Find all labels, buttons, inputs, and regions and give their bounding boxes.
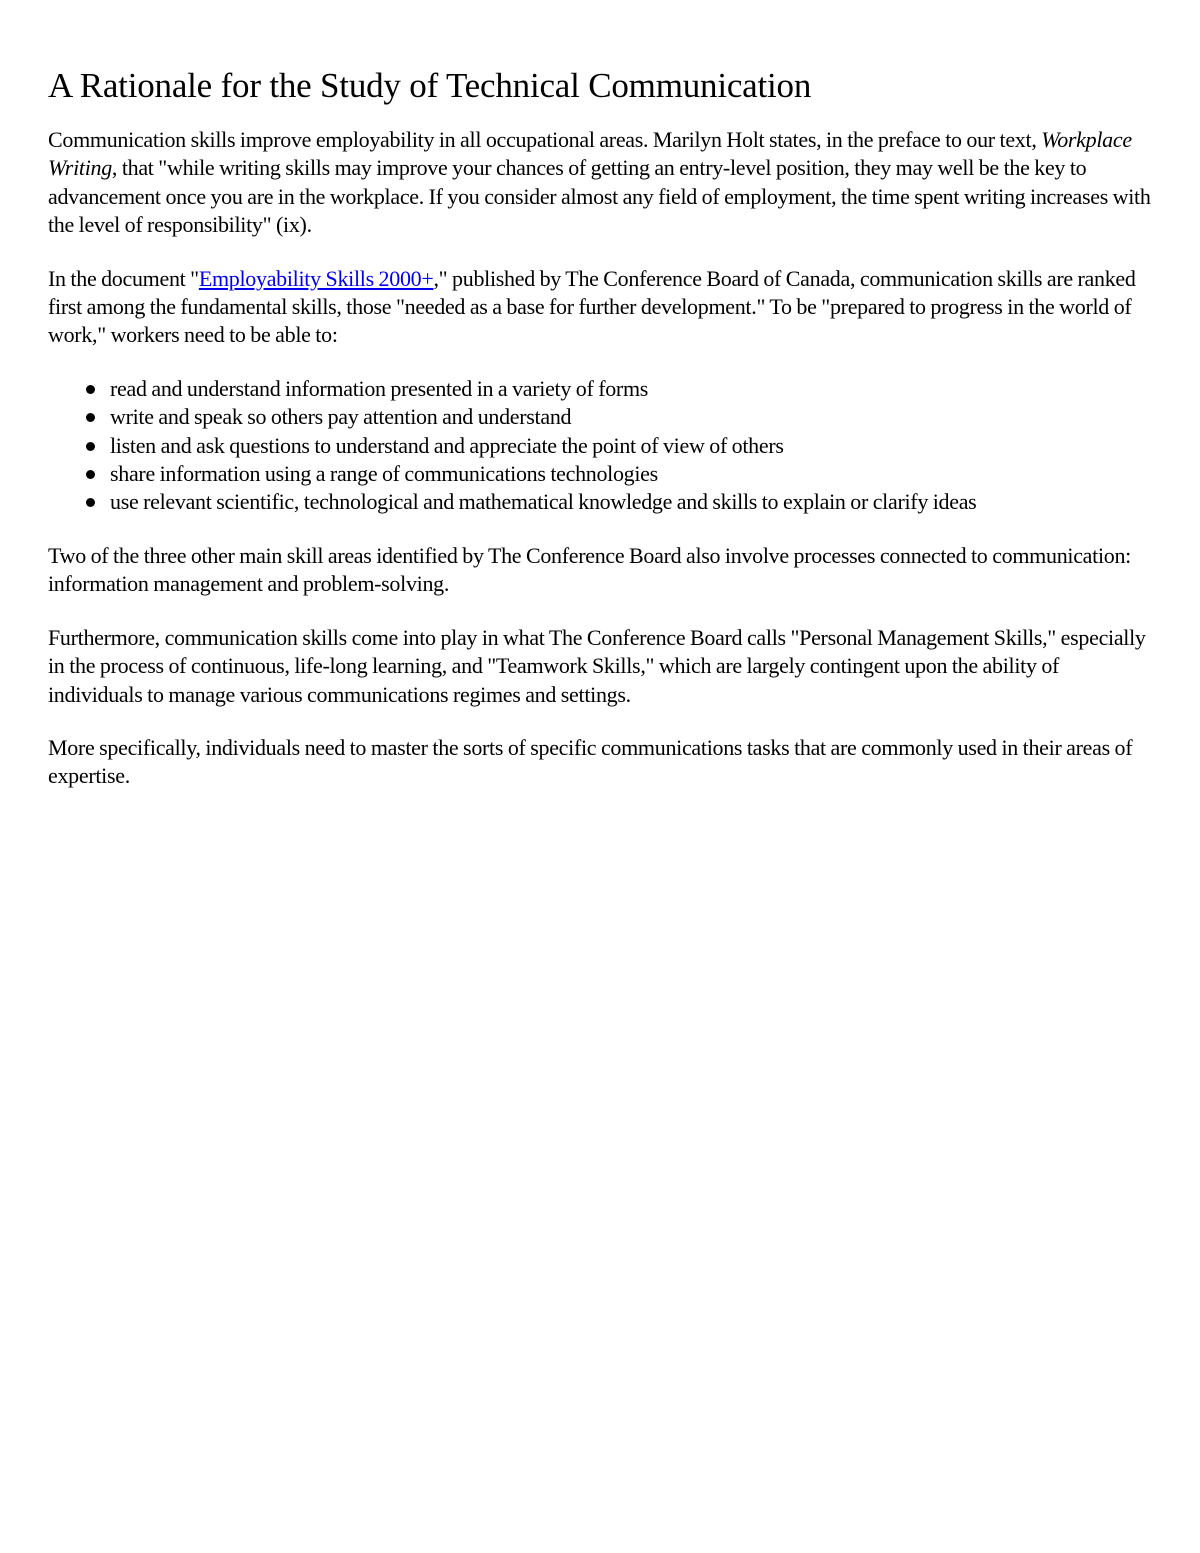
paragraph-text: , that "while writing skills may improve your chances of getting an entry-level position, they may well be the key to advancement once you are in the workplace. If you consider almost any field of employment, the time spent writing increases with the level of responsibility" (ix). bbox=[48, 155, 1151, 238]
bullet-icon bbox=[86, 385, 95, 394]
paragraph-conference-board bbox=[48, 265, 1152, 350]
list-item bbox=[110, 488, 1152, 516]
list-item-text: read and understand information presented in a variety of forms bbox=[110, 375, 649, 401]
bullet-icon bbox=[86, 498, 95, 507]
employability-skills-link[interactable]: Employability Skills 2000+ bbox=[198, 265, 434, 291]
bullet-icon bbox=[86, 413, 95, 422]
list-item-text: use relevant scientific, technological and mathematical knowledge and skills to explain or clarify ideas bbox=[110, 489, 977, 515]
paragraph-employability bbox=[48, 126, 1152, 240]
bullet-icon bbox=[86, 442, 95, 451]
paragraph-skill-areas: Two of the three other main skill areas identified by The Conference Board also involve processes connected to communication: information management and problem-solving. bbox=[48, 542, 1131, 597]
list-item bbox=[110, 375, 1152, 403]
paragraph-personal-management: Furthermore, communication skills come into play in what The Conference Board calls "Personal Management Skills," especially in the process of continuous, life-long learning, and "Teamwork Skills," which are largely contingent upon the ability of individuals to manage various communications regimes and settings. bbox=[48, 624, 1146, 707]
page-title: A Rationale for the Study of Technical Communication bbox=[48, 66, 812, 105]
list-item-text: share information using a range of communications technologies bbox=[110, 461, 658, 487]
book-title: Workplace Writing bbox=[48, 127, 1132, 181]
paragraph-specific-tasks: More specifically, individuals need to master the sorts of specific communications tasks that are commonly used in their areas of expertise. bbox=[48, 734, 1133, 789]
paragraph-text: In the document " bbox=[48, 265, 199, 291]
list-item bbox=[110, 432, 1152, 460]
list-item bbox=[110, 403, 1152, 431]
list-item bbox=[110, 460, 1152, 488]
paragraph-text: Communication skills improve employability in all occupational areas. Marilyn Holt states, in the preface to our text, bbox=[48, 127, 1042, 152]
list-item-text: write and speak so others pay attention and understand bbox=[110, 404, 572, 430]
skills-list bbox=[48, 375, 1152, 517]
bullet-icon bbox=[86, 470, 95, 479]
list-item-text: listen and ask questions to understand and appreciate the point of view of others bbox=[110, 432, 784, 458]
paragraph-text: ," published by The Conference Board of Canada, communication skills are ranked first among the fundamental skills, those "needed as a base for further development." To be "prepared to progress in the world of work," workers need to be able to: bbox=[48, 265, 1136, 348]
